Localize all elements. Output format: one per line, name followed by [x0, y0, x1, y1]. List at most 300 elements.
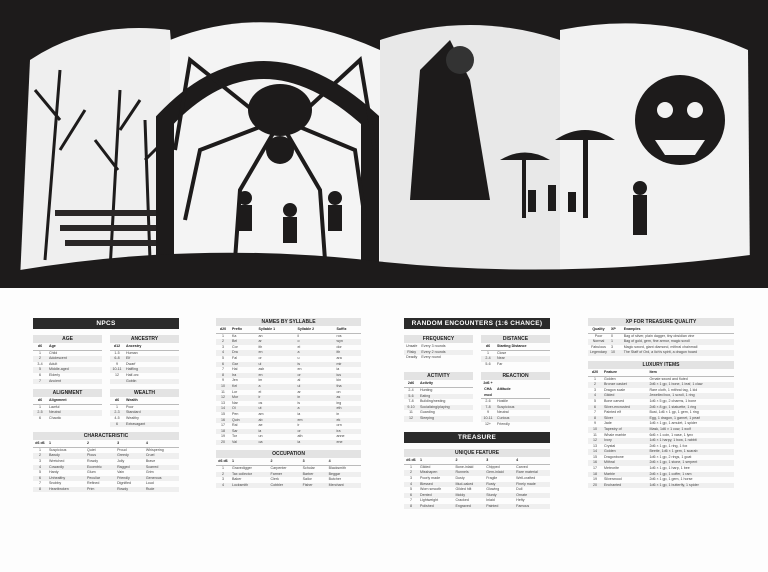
table-header-cell: 4	[328, 459, 331, 464]
table-cell: Dull	[516, 487, 523, 492]
table-cell: ar	[297, 389, 301, 394]
table-cell: 1	[487, 350, 489, 355]
table-cell: 3	[410, 475, 412, 480]
table-cell: Bust, 1d6 × 1 gp, 1 gem, 1 ring	[649, 410, 699, 415]
table-cell: 1	[222, 333, 224, 338]
table-cell: Ornate sword and fluted	[649, 376, 688, 381]
table-cell: 3	[594, 387, 596, 392]
table-cell: Wretched	[49, 458, 65, 463]
table-header-cell: 1	[232, 459, 234, 464]
table-cell: 1	[609, 339, 622, 345]
table-cell: Ka	[232, 333, 237, 338]
table-cell: a	[296, 406, 335, 412]
table-header-cell: d20	[219, 327, 227, 331]
table-header-cell: d6 d6	[218, 459, 228, 464]
table-cell: Poor	[594, 333, 603, 338]
table-row	[110, 379, 179, 385]
table-cell: 4-5	[114, 415, 120, 420]
table-cell: Cobbler	[269, 483, 301, 489]
table-cell: Val	[230, 440, 257, 446]
table-cell: 4	[33, 465, 47, 471]
table-cell: 2-4	[408, 387, 414, 392]
table-header-cell: Syllable 1	[258, 327, 276, 331]
table-cell: Runnels	[453, 470, 484, 476]
table-cell: Beetle, 1d6 × 1 gem, 1 scarab	[647, 449, 734, 455]
table-cell: Building/nesting	[420, 399, 446, 404]
table-cell: ith	[258, 344, 263, 349]
table-cell: ia	[297, 411, 301, 416]
table-cell: mir	[335, 362, 362, 368]
characteristic-title: CHARACTERISTIC	[33, 432, 179, 440]
table-cell: 5-6	[404, 394, 418, 400]
table-cell: Suspicious	[49, 447, 67, 452]
table-cell: Dragonbone	[604, 454, 624, 459]
table-cell: 8	[588, 416, 602, 422]
table-cell: a	[257, 384, 296, 390]
table-cell: 2d6 × 1 gp, 1 coffer, 1 ram	[647, 472, 734, 478]
table-cell: 2d6 × 1 gp, 1 bone, 1 leaf, 1 claw	[647, 382, 734, 388]
table-header-cell: Attitude	[497, 386, 511, 391]
table-row	[404, 504, 550, 510]
table-cell: ath	[297, 434, 303, 439]
table-cell: Bronze casket	[602, 382, 647, 388]
table-cell: Gem-inlaid	[484, 470, 514, 476]
table-row	[404, 416, 473, 422]
ancestry-table	[110, 344, 179, 384]
table-cell: 2d6 × 8 gp, 1 statuette, 1 ring	[647, 405, 734, 411]
table-cell: Eccentric	[85, 465, 115, 471]
table-row	[481, 422, 550, 428]
activity-table-block	[404, 372, 473, 427]
table-cell: Pious	[85, 453, 115, 459]
table-cell: Sailor	[302, 477, 312, 482]
alignment-head-roll: d6	[37, 398, 43, 403]
table-cell: Barber	[301, 472, 327, 478]
encounters-title: RANDOM ENCOUNTERS (1:6 CHANCE)	[404, 318, 550, 329]
age-table-block	[33, 335, 102, 384]
alignment-table	[33, 398, 102, 421]
table-cell: 7-8	[481, 405, 495, 411]
distance-table	[481, 344, 550, 367]
table-cell: 8	[33, 487, 47, 493]
npcs-title: NPCS	[33, 318, 179, 329]
table-cell: Heartbroken	[47, 487, 85, 493]
table-cell: Painted elf	[604, 410, 621, 415]
table-cell: Standard	[124, 410, 179, 416]
table-row	[33, 487, 179, 493]
table-cell: am	[258, 411, 264, 416]
xp-title: XP FOR TREASURE QUALITY	[588, 318, 734, 326]
table-cell: Half-orc	[126, 372, 139, 377]
table-cell: 20	[588, 483, 602, 489]
table-cell: 15	[593, 454, 597, 459]
table-cell: Butcher	[328, 477, 342, 482]
distance-title: DISTANCE	[481, 335, 550, 343]
table-cell: Every round	[421, 355, 441, 360]
ancestry-title: ANCESTRY	[110, 335, 179, 343]
table-cell: 2	[404, 470, 418, 476]
age-title: AGE	[33, 335, 102, 343]
table-header-cell: 1	[49, 441, 51, 446]
table-row	[110, 422, 179, 428]
table-cell: Bag of silver, plain dagger, tiny obsidian vine	[623, 333, 695, 338]
table-cell: as	[335, 395, 362, 401]
table-cell: Carved	[516, 464, 528, 469]
table-cell: 1	[594, 376, 596, 381]
table-cell: Jade	[604, 421, 612, 426]
table-cell: tha	[335, 384, 362, 390]
table-header-cell: Feature	[604, 369, 617, 374]
table-cell: 10	[588, 427, 602, 433]
table-cell: Neutral	[47, 410, 102, 416]
table-cell: Vain	[117, 470, 124, 475]
luxury-title: LUXURY ITEMS	[588, 361, 734, 369]
table-cell: Child	[49, 350, 58, 355]
xp-column	[588, 318, 734, 488]
table-cell: is	[296, 362, 335, 368]
table-cell: 6	[33, 476, 47, 482]
table-cell: Gilded	[602, 393, 647, 399]
table-cell: Poor	[126, 404, 134, 409]
table-cell: 3-4	[37, 361, 43, 366]
wealth-head-wealth: Wealth	[126, 398, 138, 403]
table-cell: 10	[216, 384, 230, 390]
characteristic-table	[33, 441, 179, 492]
table-cell: Ira	[230, 373, 257, 379]
table-cell: Well-crafted	[516, 475, 536, 480]
table-cell: 2	[216, 472, 230, 478]
table-cell: 1d6 × 1 gp, 1 amulet, 1 spider	[649, 421, 698, 426]
table-cell: 1	[410, 464, 412, 469]
table-header-cell: Item	[649, 369, 657, 374]
table-cell: Chipped	[486, 464, 500, 469]
table-cell: 2-6	[485, 399, 491, 404]
table-cell: Scarred	[144, 465, 179, 471]
encounters-column	[404, 318, 550, 509]
table-cell: Guarding	[420, 410, 435, 415]
table-cell: 4	[216, 483, 230, 489]
table-cell: Golden	[602, 449, 647, 455]
table-cell: Jen	[232, 378, 238, 383]
table-header-cell: Examples	[623, 327, 641, 331]
table-cell: 9	[487, 410, 489, 415]
table-cell: Dented	[418, 493, 453, 499]
table-cell: 1d6 × 1 gp, 2 rings, 1 goat	[649, 454, 692, 459]
table-cell: 5	[33, 367, 47, 373]
table-cell: Silver-encrusted	[602, 405, 647, 411]
table-cell: ut	[257, 406, 296, 412]
table-cell: Ragged	[115, 465, 144, 471]
table-header-cell: d6 d6	[406, 458, 416, 463]
table-row	[588, 350, 734, 356]
table-cell: Ol	[230, 406, 257, 412]
table-cell: Suspicious	[495, 405, 550, 411]
table-cell: em	[296, 418, 335, 424]
table-cell: 8	[216, 373, 230, 379]
wealth-table-block	[110, 389, 179, 427]
table-cell: 13	[593, 443, 597, 448]
table-header-cell: Starting Distance	[497, 344, 527, 348]
table-cell: 1d6 × 5 gp, 2 charms, 1 bone	[649, 398, 697, 403]
table-cell: 6	[588, 405, 602, 411]
table-cell: 14	[588, 449, 602, 455]
table-cell: Mithral	[602, 460, 647, 466]
table-cell: Bel	[230, 339, 257, 345]
table-cell: 6	[216, 362, 230, 368]
table-cell: 5	[594, 398, 596, 403]
table-cell: Rare material	[514, 470, 550, 476]
table-cell: Rude	[144, 487, 179, 493]
table-cell: Cracked	[455, 498, 469, 503]
table-cell: 6d6 × 1 coin, 1 vase, 1 lynx	[649, 432, 694, 437]
table-cell: is	[297, 400, 301, 405]
table-cell: Dusty	[455, 475, 465, 480]
table-cell: Bawdy	[47, 453, 85, 459]
table-cell: 3	[222, 344, 224, 349]
occupation-table	[216, 459, 361, 488]
ancestry-head-ancestry: Ancestry	[126, 344, 142, 348]
table-cell: 1	[39, 350, 41, 355]
table-cell: 4	[404, 482, 418, 488]
table-cell: Poorly made	[420, 475, 441, 480]
table-cell: Hal	[232, 367, 238, 372]
characteristic-table-block	[33, 432, 179, 492]
table-cell: 18	[588, 472, 602, 478]
table-cell: Hunting	[420, 387, 433, 392]
table-cell: Blessed	[418, 482, 453, 488]
table-cell	[110, 379, 124, 385]
table-cell: el	[258, 389, 262, 394]
table-cell: Dragon scale	[604, 387, 626, 392]
distance-table-block	[481, 335, 550, 367]
table-cell: Dignified	[117, 481, 132, 486]
table-cell: anne	[336, 434, 345, 439]
table-cell: 6	[404, 493, 418, 499]
table-cell: Elf	[124, 356, 179, 362]
table-cell: Ornate	[514, 493, 550, 499]
table-cell: en	[257, 350, 296, 356]
table-cell: 11	[409, 410, 413, 415]
table-cell: 2d6 × 1 gp, 1 gem, 1 horse	[649, 477, 693, 482]
table-cell: Brave	[145, 458, 156, 463]
xp-table	[588, 327, 734, 356]
table-cell: 9	[222, 378, 224, 383]
table-cell: 1	[39, 447, 41, 452]
table-cell: ros	[336, 333, 342, 338]
table-cell: 1d6 × 1 gp, 1 butterfly, 1 spider	[647, 483, 734, 489]
table-cell: oa	[257, 440, 296, 446]
table-cell: 6	[39, 415, 41, 420]
table-cell: 10-11	[110, 367, 124, 373]
table-cell: ae	[258, 423, 263, 428]
table-cell: Middle-aged	[47, 367, 102, 373]
table-cell: Legendary	[590, 350, 607, 355]
table-cell: Lightweight	[420, 498, 439, 503]
table-cell: 7	[222, 367, 224, 372]
table-cell: eth	[335, 406, 362, 412]
table-cell: Magic sword, giant diamond, mithral chainmail	[623, 344, 698, 349]
table-cell: Rowdy	[115, 487, 144, 493]
table-cell: 5	[222, 355, 224, 360]
table-cell: Hefty	[516, 498, 525, 503]
table-cell: Adolescent	[47, 356, 102, 362]
table-cell: ul	[257, 362, 296, 368]
table-cell: 7	[594, 410, 596, 415]
table-cell: Carpenter	[270, 466, 287, 471]
reaction-table-block	[481, 372, 550, 427]
table-cell: 2	[33, 356, 47, 362]
table-cell: 3	[39, 458, 41, 463]
table-cell: 15	[221, 411, 225, 416]
table-cell: 10	[609, 350, 622, 356]
table-cell: el	[297, 344, 301, 349]
table-cell: Friendly	[115, 476, 144, 482]
ancestry-table-block	[110, 335, 179, 384]
table-cell: Jewelled box, 1 scroll, 1 ring	[647, 393, 734, 399]
table-cell: Misshapen	[418, 470, 453, 476]
table-cell: 4	[216, 350, 230, 356]
table-cell: Ivory	[602, 438, 647, 444]
table-cell: Tor	[232, 434, 237, 439]
table-cell: Cowardly	[47, 465, 85, 471]
table-cell: 9-10	[404, 405, 418, 411]
table-cell: Unhealthy	[47, 476, 85, 482]
table-cell: Dwarf	[126, 361, 136, 366]
table-cell: 12+	[484, 421, 492, 426]
table-cell: Sturdy	[484, 493, 514, 499]
table-cell: Every 3 rounds	[421, 344, 446, 348]
table-cell: Baker	[232, 477, 242, 482]
table-cell: or	[296, 429, 335, 435]
table-cell: Clerk	[270, 477, 279, 482]
table-cell: im	[258, 378, 263, 383]
unique-feature-title: UNIQUE FEATURE	[404, 449, 550, 457]
reaction-table	[481, 381, 550, 427]
alignment-head-alignment: Alignment	[49, 398, 67, 403]
table-cell: Bone-inlaid	[455, 464, 474, 469]
table-header-cell: 4	[145, 441, 148, 446]
table-cell: Enchanted	[602, 483, 647, 489]
table-cell: 11	[593, 432, 597, 437]
table-cell: 12	[588, 438, 602, 444]
table-cell: 14	[216, 406, 230, 412]
table-cell: Mud-caked	[453, 482, 484, 488]
table-header-cell: 2	[455, 458, 458, 463]
ancestry-head-roll: d12	[113, 344, 121, 348]
table-cell: 19	[593, 477, 597, 482]
table-cell: Lor	[232, 389, 238, 394]
table-cell: Locksmith	[230, 483, 269, 489]
table-cell: Proud	[117, 447, 127, 452]
table-cell: en	[257, 373, 296, 379]
table-cell: Golden	[604, 376, 616, 381]
table-cell: Marble	[602, 472, 647, 478]
frequency-table-block	[404, 335, 473, 367]
table-cell: os	[258, 400, 263, 405]
table-cell: Hostile	[497, 399, 508, 404]
table-cell: Deadly	[406, 355, 418, 360]
table-cell: Moldy	[453, 493, 484, 499]
table-cell: en	[297, 367, 302, 372]
table-cell: Fal	[232, 355, 237, 360]
table-cell: Famous	[514, 504, 550, 510]
table-cell: 2	[216, 339, 230, 345]
table-cell: Unsafe	[406, 344, 418, 348]
table-header-cell: 4	[516, 458, 519, 463]
unique-feature-table	[404, 458, 550, 509]
table-row	[216, 440, 361, 446]
table-cell: 12	[216, 395, 230, 401]
table-cell: Goblin	[124, 379, 179, 385]
table-cell: Prim	[85, 487, 115, 493]
table-cell: Silver	[602, 416, 647, 422]
table-cell: dor	[336, 344, 342, 349]
alignment-table-block	[33, 389, 102, 427]
table-cell: Fabulous	[591, 344, 606, 349]
frequency-title: FREQUENCY	[404, 335, 473, 343]
table-cell: Whale marble	[604, 432, 627, 437]
table-cell: 13	[221, 400, 225, 405]
table-cell: o	[296, 339, 335, 345]
table-cell: 7	[39, 481, 41, 486]
table-cell: Curious	[495, 416, 550, 422]
table-cell: il	[297, 333, 300, 338]
table-header-cell: 3	[302, 459, 305, 464]
table-cell: Peculiar	[85, 476, 115, 482]
table-cell: 2	[33, 453, 47, 459]
table-cell: Greedy	[115, 453, 144, 459]
table-header-cell: 2	[270, 459, 273, 464]
wealth-table	[110, 398, 179, 427]
wealth-head-roll: d6	[114, 398, 120, 403]
table-cell: Silverwood	[604, 477, 622, 482]
table-cell: Gilded hilt	[455, 487, 472, 492]
table-cell: Fragile	[486, 475, 498, 480]
table-header-cell: Syllable 2	[297, 327, 315, 331]
table-cell: ara	[336, 355, 342, 360]
table-cell: 11	[221, 389, 225, 394]
table-cell: Every 2 rounds	[419, 350, 473, 356]
table-cell: Gar	[230, 362, 257, 368]
table-cell: 10-11	[481, 416, 495, 422]
table-cell: a	[296, 350, 335, 356]
table-cell: 1d6 × 1 harpy, 1 bow, 1 rabbit	[647, 438, 734, 444]
table-cell: Gravedigger	[232, 466, 252, 471]
table-cell: Ral	[232, 423, 238, 428]
table-cell: 20	[216, 440, 230, 446]
occupation-title: OCCUPATION	[216, 450, 361, 458]
table-cell: Quin	[230, 418, 257, 424]
table-cell: Tapestry of	[602, 427, 647, 433]
table-cell: Generous	[144, 476, 179, 482]
table-header-cell: 2d6 + CHA mod	[483, 381, 493, 397]
treasure-title: TREASURE	[404, 432, 550, 443]
activity-title: ACTIVITY	[404, 372, 473, 380]
table-cell: ith	[335, 350, 362, 356]
table-cell: ek	[335, 418, 362, 424]
table-cell: Worn smooth	[420, 487, 442, 492]
table-cell: 7	[33, 379, 47, 385]
table-cell: 2d6 × 1 gp, 1 ring, 1 fox	[649, 443, 688, 448]
table-cell: 2-3	[110, 410, 124, 416]
table-cell: Elderly	[49, 372, 60, 377]
wealth-title: WEALTH	[110, 389, 179, 397]
table-cell: Wealthy	[126, 415, 139, 420]
table-cell: 6-8	[110, 356, 124, 362]
table-cell: 7	[410, 498, 412, 503]
table-cell: ab	[257, 418, 296, 424]
table-cell: Quiet	[87, 447, 96, 452]
